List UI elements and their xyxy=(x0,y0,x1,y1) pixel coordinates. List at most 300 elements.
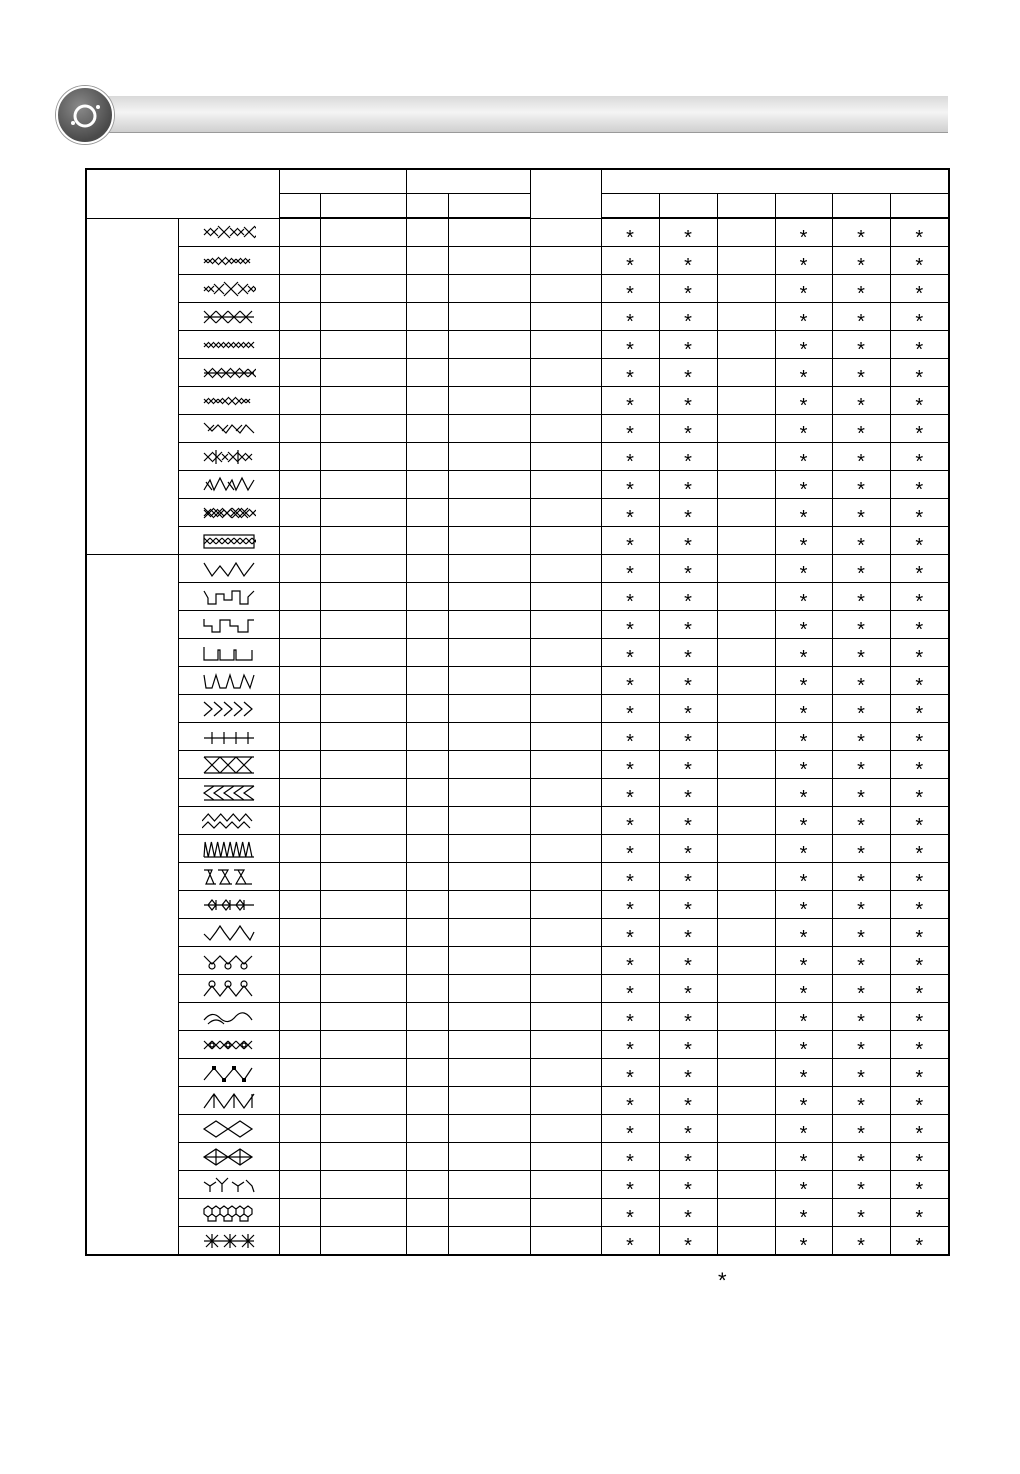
mark-cell xyxy=(601,639,659,667)
mark-cell xyxy=(890,1003,949,1031)
blank-cell xyxy=(530,471,601,499)
mark-cell xyxy=(832,275,890,303)
mark-cell xyxy=(775,275,832,303)
asterisk-mark: * xyxy=(915,674,924,697)
mark-cell xyxy=(890,975,949,1003)
blank-cell xyxy=(279,1087,320,1115)
mark-cell xyxy=(717,359,775,387)
mark-cell xyxy=(775,527,832,555)
mark-cell xyxy=(890,499,949,527)
table-row xyxy=(86,611,949,639)
pattern-cell xyxy=(178,639,279,667)
mark-cell xyxy=(659,639,717,667)
asterisk-mark: * xyxy=(857,842,865,865)
blank-cell xyxy=(279,1171,320,1199)
table-row xyxy=(86,1115,949,1143)
blank-cell xyxy=(320,835,406,863)
blank-cell xyxy=(279,807,320,835)
asterisk-mark: * xyxy=(857,702,865,725)
mark-cell xyxy=(832,555,890,583)
blank-cell xyxy=(448,275,530,303)
group-cell-cross-stitch xyxy=(86,218,178,555)
blank-cell xyxy=(406,387,448,415)
asterisk-mark: * xyxy=(799,506,808,529)
asterisk-mark: * xyxy=(799,618,808,641)
asterisk-mark: * xyxy=(799,646,808,669)
blank-cell xyxy=(406,527,448,555)
asterisk-mark: * xyxy=(857,1094,865,1117)
blank-cell xyxy=(279,779,320,807)
blank-cell xyxy=(406,359,448,387)
asterisk-mark: * xyxy=(799,1122,808,1145)
blank-cell xyxy=(448,1143,530,1171)
table-row xyxy=(86,1059,949,1087)
mark-cell xyxy=(717,1227,775,1256)
mark-cell xyxy=(659,331,717,359)
blank-cell xyxy=(406,835,448,863)
asterisk-mark: * xyxy=(915,1038,924,1061)
mark-cell xyxy=(890,919,949,947)
asterisk-mark: * xyxy=(915,1010,924,1033)
asterisk-mark: * xyxy=(857,954,865,977)
branch-stitch-icon xyxy=(202,1175,256,1191)
asterisk-mark: * xyxy=(915,1066,924,1089)
mark-cell xyxy=(601,415,659,443)
mark-cell xyxy=(775,947,832,975)
asterisk-mark: * xyxy=(915,506,924,529)
asterisk-mark: * xyxy=(684,366,692,389)
mark-cell xyxy=(659,919,717,947)
asterisk-mark: * xyxy=(915,282,924,305)
blank-cell xyxy=(448,247,530,275)
asterisk-mark: * xyxy=(857,254,865,277)
asterisk-mark: * xyxy=(684,1038,692,1061)
mark-cell xyxy=(890,1227,949,1256)
asterisk-mark: * xyxy=(799,478,808,501)
pattern-cell xyxy=(178,527,279,555)
blank-cell xyxy=(320,611,406,639)
blank-cell xyxy=(530,275,601,303)
mark-cell xyxy=(717,247,775,275)
table-row xyxy=(86,723,949,751)
asterisk-mark: * xyxy=(857,758,865,781)
blank-cell xyxy=(406,807,448,835)
asterisk-mark: * xyxy=(626,702,634,725)
cross-3-stitch-icon xyxy=(202,279,256,295)
asterisk-mark: * xyxy=(915,646,924,669)
blank-cell xyxy=(279,555,320,583)
mark-cell xyxy=(775,1031,832,1059)
blank-cell xyxy=(320,807,406,835)
blank-cell xyxy=(448,359,530,387)
asterisk-mark: * xyxy=(857,1038,865,1061)
mark-cell xyxy=(832,667,890,695)
mark-cell xyxy=(890,807,949,835)
header-a2 xyxy=(320,194,406,219)
blank-cell xyxy=(406,1199,448,1227)
blank-cell xyxy=(406,751,448,779)
mark-cell xyxy=(832,1059,890,1087)
asterisk-mark: * xyxy=(915,926,924,949)
blank-cell xyxy=(406,723,448,751)
table-row xyxy=(86,415,949,443)
mark-cell xyxy=(717,218,775,247)
asterisk-mark: * xyxy=(684,842,692,865)
mark-cell xyxy=(601,247,659,275)
table-row xyxy=(86,387,949,415)
mark-cell xyxy=(775,583,832,611)
blank-cell xyxy=(530,1115,601,1143)
mark-cell xyxy=(601,1171,659,1199)
blank-cell xyxy=(320,1143,406,1171)
asterisk-mark: * xyxy=(857,226,865,249)
mark-cell xyxy=(717,443,775,471)
asterisk-mark: * xyxy=(799,1150,808,1173)
table-row xyxy=(86,247,949,275)
blank-cell xyxy=(530,807,601,835)
blank-cell xyxy=(530,499,601,527)
blank-cell xyxy=(530,527,601,555)
blank-cell xyxy=(279,443,320,471)
asterisk-mark: * xyxy=(857,478,865,501)
blank-cell xyxy=(320,1059,406,1087)
asterisk-mark: * xyxy=(684,814,692,837)
asterisk-mark: * xyxy=(626,982,634,1005)
blank-cell xyxy=(320,331,406,359)
table-row xyxy=(86,1171,949,1199)
mark-cell xyxy=(832,835,890,863)
blank-cell xyxy=(406,667,448,695)
mark-cell xyxy=(717,583,775,611)
mark-cell xyxy=(832,751,890,779)
asterisk-mark: * xyxy=(915,338,924,361)
blank-cell xyxy=(448,218,530,247)
blank-cell xyxy=(279,975,320,1003)
blank-cell xyxy=(530,1003,601,1031)
blank-cell xyxy=(530,863,601,891)
blank-cell xyxy=(320,891,406,919)
asterisk-mark: * xyxy=(915,702,924,725)
mark-cell xyxy=(890,415,949,443)
asterisk-mark: * xyxy=(684,254,692,277)
blank-cell xyxy=(530,415,601,443)
mark-cell xyxy=(717,1143,775,1171)
asterisk-mark: * xyxy=(915,842,924,865)
blank-cell xyxy=(320,1199,406,1227)
pattern-cell xyxy=(178,1059,279,1087)
asterisk-mark: * xyxy=(799,1234,808,1257)
blank-cell xyxy=(279,723,320,751)
asterisk-mark: * xyxy=(857,898,865,921)
asterisk-mark: * xyxy=(684,450,692,473)
mark-cell xyxy=(832,387,890,415)
serpentine-stitch-icon xyxy=(202,923,256,939)
asterisk-mark: * xyxy=(684,786,692,809)
asterisk-mark: * xyxy=(799,226,808,249)
mark-cell xyxy=(890,723,949,751)
mark-cell xyxy=(659,387,717,415)
mark-cell xyxy=(890,247,949,275)
table-row xyxy=(86,1003,949,1031)
mark-cell xyxy=(775,751,832,779)
mark-cell xyxy=(601,667,659,695)
asterisk-mark: * xyxy=(626,898,634,921)
asterisk-mark: * xyxy=(684,590,692,613)
diamond-line-stitch-icon xyxy=(202,895,256,911)
pattern-cell xyxy=(178,387,279,415)
asterisk-mark: * xyxy=(915,870,924,893)
table-row xyxy=(86,303,949,331)
pattern-cell xyxy=(178,499,279,527)
mark-cell xyxy=(890,835,949,863)
mark-cell xyxy=(601,359,659,387)
asterisk-mark: * xyxy=(857,786,865,809)
blank-cell xyxy=(530,1199,601,1227)
blank-cell xyxy=(448,331,530,359)
table-row xyxy=(86,863,949,891)
blank-cell xyxy=(279,247,320,275)
mark-cell xyxy=(775,611,832,639)
blank-cell xyxy=(530,218,601,247)
asterisk-mark: * xyxy=(626,814,634,837)
header-b2 xyxy=(448,194,530,219)
blank-cell xyxy=(279,303,320,331)
pattern-cell xyxy=(178,1143,279,1171)
mark-cell xyxy=(659,1199,717,1227)
blank-cell xyxy=(279,218,320,247)
group-cell-decorative xyxy=(86,555,178,1256)
mark-cell xyxy=(601,218,659,247)
mark-cell xyxy=(717,723,775,751)
mark-cell xyxy=(717,415,775,443)
mark-cell xyxy=(890,1031,949,1059)
asterisk-mark: * xyxy=(626,870,634,893)
blank-cell xyxy=(320,499,406,527)
mark-cell xyxy=(601,779,659,807)
asterisk-mark: * xyxy=(799,982,808,1005)
mark-cell xyxy=(832,723,890,751)
table-row xyxy=(86,639,949,667)
mark-cell xyxy=(601,331,659,359)
blank-cell xyxy=(448,303,530,331)
blank-cell xyxy=(530,303,601,331)
asterisk-mark: * xyxy=(857,1150,865,1173)
mark-cell xyxy=(717,947,775,975)
header-d3 xyxy=(717,194,775,219)
asterisk-mark: * xyxy=(684,1094,692,1117)
blank-cell xyxy=(320,1031,406,1059)
mark-cell xyxy=(717,919,775,947)
asterisk-mark: * xyxy=(799,534,808,557)
table-row xyxy=(86,807,949,835)
asterisk-mark: * xyxy=(857,282,865,305)
blank-cell xyxy=(406,975,448,1003)
blank-cell xyxy=(320,415,406,443)
asterisk-mark: * xyxy=(915,366,924,389)
banner-bar xyxy=(86,96,948,133)
mark-cell xyxy=(832,975,890,1003)
mark-cell xyxy=(890,1171,949,1199)
mark-cell xyxy=(832,218,890,247)
pattern-cell xyxy=(178,975,279,1003)
mark-cell xyxy=(832,415,890,443)
blank-cell xyxy=(448,779,530,807)
asterisk-mark: * xyxy=(626,926,634,949)
blank-cell xyxy=(406,331,448,359)
asterisk-mark: * xyxy=(626,674,634,697)
mark-cell xyxy=(717,1003,775,1031)
blank-cell xyxy=(320,863,406,891)
asterisk-mark: * xyxy=(857,1066,865,1089)
asterisk-mark: * xyxy=(684,534,692,557)
blank-cell xyxy=(320,275,406,303)
mark-cell xyxy=(659,779,717,807)
mark-cell xyxy=(601,1227,659,1256)
mark-cell xyxy=(659,667,717,695)
table-row xyxy=(86,1087,949,1115)
blank-cell xyxy=(279,583,320,611)
mark-cell xyxy=(890,695,949,723)
mark-cell xyxy=(659,947,717,975)
mark-cell xyxy=(832,1171,890,1199)
blank-cell xyxy=(448,555,530,583)
asterisk-mark: * xyxy=(626,366,634,389)
mark-cell xyxy=(775,443,832,471)
table-row xyxy=(86,527,949,555)
blank-cell xyxy=(448,891,530,919)
asterisk-mark: * xyxy=(915,226,924,249)
asterisk-mark: * xyxy=(799,1206,808,1229)
mark-cell xyxy=(717,1115,775,1143)
asterisk-mark: * xyxy=(684,646,692,669)
mark-cell xyxy=(832,639,890,667)
asterisk-mark: * xyxy=(626,338,634,361)
mark-cell xyxy=(717,639,775,667)
blank-cell xyxy=(279,695,320,723)
pattern-cell xyxy=(178,891,279,919)
asterisk-mark: * xyxy=(799,1178,808,1201)
asterisk-mark: * xyxy=(799,730,808,753)
asterisk-mark: * xyxy=(915,1150,924,1173)
asterisk-mark: * xyxy=(684,506,692,529)
blank-cell xyxy=(530,443,601,471)
mark-cell xyxy=(659,863,717,891)
blank-cell xyxy=(320,583,406,611)
header-d4 xyxy=(775,194,832,219)
header-group-d xyxy=(601,169,949,194)
cross-5-stitch-icon xyxy=(202,335,256,351)
mark-cell xyxy=(659,527,717,555)
table-row xyxy=(86,555,949,583)
mark-cell xyxy=(659,807,717,835)
table-row xyxy=(86,947,949,975)
asterisk-mark: * xyxy=(915,898,924,921)
mark-cell xyxy=(717,471,775,499)
mark-cell xyxy=(832,695,890,723)
blank-cell xyxy=(530,751,601,779)
blank-cell xyxy=(320,471,406,499)
mark-cell xyxy=(832,891,890,919)
mark-cell xyxy=(601,1087,659,1115)
mark-cell xyxy=(717,891,775,919)
header-d6 xyxy=(890,194,949,219)
blank-cell xyxy=(320,1115,406,1143)
asterisk-mark: * xyxy=(626,786,634,809)
header-d1 xyxy=(601,194,659,219)
mark-cell xyxy=(601,387,659,415)
blank-cell xyxy=(406,1087,448,1115)
footnote-mark: * xyxy=(718,1268,727,1293)
asterisk-mark: * xyxy=(799,1094,808,1117)
mark-cell xyxy=(659,1031,717,1059)
mark-cell xyxy=(775,723,832,751)
header-group-a xyxy=(279,169,406,194)
asterisk-mark: * xyxy=(626,1206,634,1229)
mark-cell xyxy=(832,1199,890,1227)
table-row xyxy=(86,891,949,919)
pattern-cell xyxy=(178,247,279,275)
blank-cell xyxy=(279,891,320,919)
mark-cell xyxy=(659,1003,717,1031)
table-row xyxy=(86,751,949,779)
mark-cell xyxy=(775,1115,832,1143)
mark-cell xyxy=(890,1059,949,1087)
asterisk-mark: * xyxy=(857,730,865,753)
mark-cell xyxy=(601,947,659,975)
asterisk-mark: * xyxy=(799,842,808,865)
pattern-cell xyxy=(178,751,279,779)
asterisk-mark: * xyxy=(626,254,634,277)
mark-cell xyxy=(717,1199,775,1227)
mark-cell xyxy=(832,499,890,527)
mark-cell xyxy=(890,359,949,387)
asterisk-mark: * xyxy=(857,310,865,333)
asterisk-mark: * xyxy=(684,282,692,305)
blank-cell xyxy=(530,975,601,1003)
blank-cell xyxy=(448,751,530,779)
asterisk-mark: * xyxy=(684,702,692,725)
asterisk-mark: * xyxy=(799,674,808,697)
pattern-cell xyxy=(178,1003,279,1031)
pattern-cell xyxy=(178,695,279,723)
asterisk-mark: * xyxy=(915,786,924,809)
mark-cell xyxy=(659,1115,717,1143)
asterisk-mark: * xyxy=(626,1178,634,1201)
mark-cell xyxy=(775,863,832,891)
asterisk-mark: * xyxy=(915,814,924,837)
blank-cell xyxy=(320,779,406,807)
blank-cell xyxy=(530,1171,601,1199)
asterisk-mark: * xyxy=(626,1150,634,1173)
blank-cell xyxy=(406,1227,448,1256)
blank-cell xyxy=(320,247,406,275)
table-row xyxy=(86,583,949,611)
asterisk-mark: * xyxy=(915,562,924,585)
asterisk-mark: * xyxy=(684,226,692,249)
mark-cell xyxy=(659,751,717,779)
asterisk-mark: * xyxy=(915,730,924,753)
mark-cell xyxy=(659,471,717,499)
blank-cell xyxy=(406,275,448,303)
asterisk-mark: * xyxy=(626,310,634,333)
mark-cell xyxy=(775,1227,832,1256)
blank-cell xyxy=(530,835,601,863)
blank-cell xyxy=(406,611,448,639)
asterisk-mark: * xyxy=(626,842,634,865)
table-row xyxy=(86,331,949,359)
mark-cell xyxy=(659,695,717,723)
arrow-up-stitch-icon xyxy=(202,1091,256,1107)
